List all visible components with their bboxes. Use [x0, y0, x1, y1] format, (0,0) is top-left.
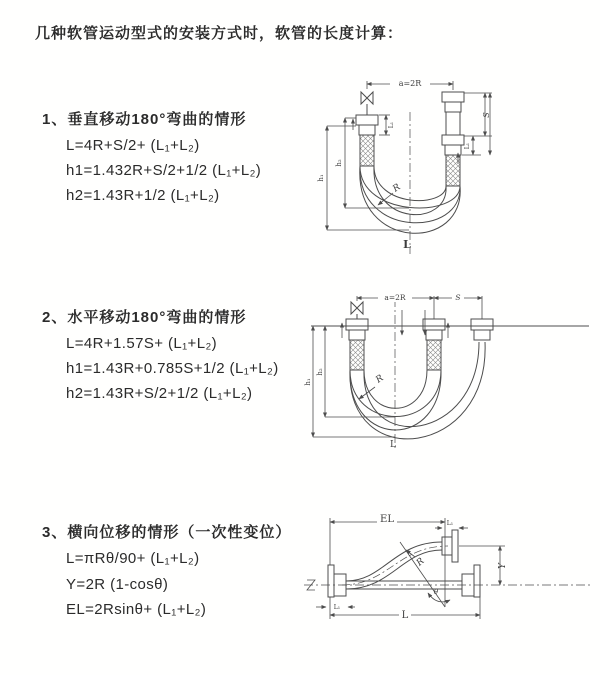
section-1-formula-L: L=4R+S/2+ (L₁+L₂): [66, 137, 200, 154]
left-flange: [328, 565, 346, 597]
section-1-formula-h2: h2=1.43R+1/2 (L₁+L₂): [66, 187, 220, 204]
left-connector: [346, 319, 368, 370]
section-2-heading: 2、水平移动180°弯曲的情形: [42, 309, 247, 326]
dim-label-length: L: [403, 238, 411, 251]
hose-assembly-2: [311, 298, 589, 448]
hose-assembly-3: [304, 530, 590, 607]
section-3-formula-Y: Y=2R (1-cosθ): [66, 576, 169, 593]
left-connector: [356, 115, 378, 166]
section-2-formula-h2: h2=1.43R+S/2+1/2 (L₁+L₂): [66, 385, 253, 402]
dim-label-y: Y: [498, 563, 508, 569]
section-1-formula-h1: h1=1.432R+S/2+1/2 (L₁+L₂): [66, 162, 262, 179]
section-2-formula-L: L=4R+1.57S+ (L₁+L₂): [66, 335, 218, 352]
dimensions-3: [316, 518, 505, 619]
diagram-horizontal-180-bend: [303, 280, 595, 457]
section-2-formula-h1: h1=1.43R+0.785S+1/2 (L₁+L₂): [66, 360, 279, 377]
dim-label-r: R: [391, 182, 403, 195]
section-3-formula-L: L=πRθ/90+ (L₁+L₂): [66, 550, 200, 567]
section-3-heading: 3、横向位移的情形（一次性变位）: [42, 524, 292, 541]
dim-label-length: L: [390, 440, 396, 450]
dim-label-r: R: [414, 556, 427, 569]
valve-icon: [361, 92, 373, 104]
dim-label-el: EL: [380, 514, 394, 525]
upper-flange: [442, 530, 458, 562]
dim-label-h2: h₂: [316, 368, 324, 376]
diagram-lateral-displacement: [298, 506, 596, 638]
dim-label-l1-bottom: L₁: [333, 604, 341, 611]
dim-label-r: R: [374, 373, 386, 386]
valve-icon: [351, 302, 363, 314]
dim-label-theta: θ: [433, 588, 439, 596]
radius-line: [400, 542, 445, 607]
dim-label-h1: h₁: [304, 378, 312, 386]
middle-connector: [423, 319, 445, 370]
dim-label-l1-right: L₁: [464, 142, 471, 150]
right-flange: [462, 565, 480, 597]
page-title: 几种软管运动型式的安装方式时，软管的长度计算：: [35, 25, 404, 42]
dim-label-length: L: [401, 610, 409, 621]
section-3-formula-EL: EL=2Rsinθ+ (L₁+L₂): [66, 601, 207, 618]
right-connector: [442, 92, 464, 186]
dim-label-l1-left: L₁: [388, 121, 395, 129]
dim-label-l1-top: L₁: [446, 520, 454, 527]
dim-label-s: S: [455, 293, 461, 302]
diagram-vertical-180-bend: [313, 66, 590, 263]
dim-label-s: S: [482, 112, 491, 118]
dim-label-h2: h₂: [335, 159, 343, 167]
dim-label-a2r: a=2R: [384, 293, 406, 302]
displaced-hose: [342, 542, 448, 589]
dim-label-h1: h₁: [317, 174, 325, 182]
dimensions-2: [313, 296, 482, 437]
section-1-heading: 1、垂直移动180°弯曲的情形: [42, 111, 247, 128]
right-connector: [471, 319, 493, 340]
dim-label-a2r: a=2R: [398, 79, 422, 88]
